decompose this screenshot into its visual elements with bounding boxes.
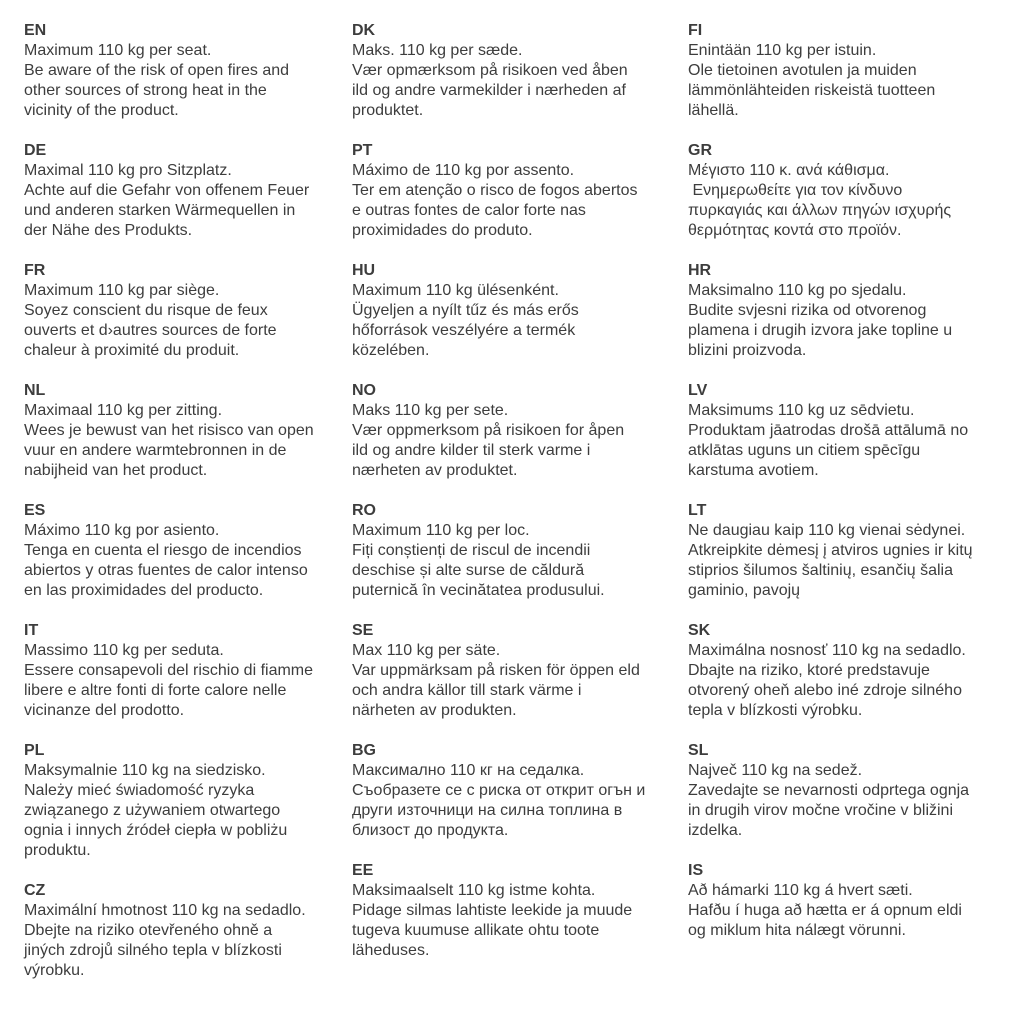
instruction-line: produktet. (352, 102, 424, 119)
instruction-line: ouverts et d›autres sources de forte (24, 322, 277, 339)
instruction-line: nabijheid van het product. (24, 462, 208, 479)
instruction-line: og miklum hita nálægt vörunni. (688, 922, 906, 939)
language-block-de (24, 141, 352, 241)
language-code-label: NL (24, 382, 46, 399)
language-block-se (352, 621, 688, 721)
instruction-line: Máximo 110 kg por asiento. (24, 522, 220, 539)
instruction-line: otvorený oheň alebo iné zdroje silného (688, 682, 962, 699)
instruction-line: Maximum 110 kg per seat. (24, 42, 212, 59)
instruction-line: Var uppmärksam på risken för öppen eld (352, 662, 640, 679)
instruction-line: közelében. (352, 342, 430, 359)
language-code-label: HU (352, 262, 376, 279)
language-code-label: LV (688, 382, 708, 399)
language-block-no (352, 381, 688, 481)
language-column-2 (352, 21, 688, 981)
instruction-line: други източници на силна топлина в (352, 802, 623, 819)
instruction-line: produktu. (24, 842, 91, 859)
instruction-line: jiných zdrojů silného tepla v blízkosti (24, 942, 282, 959)
instruction-line: vuur en andere warmtebronnen in de (24, 442, 287, 459)
instruction-line: Massimo 110 kg per seduta. (24, 642, 224, 659)
instruction-line: Maximální hmotnost 110 kg na sedadlo. (24, 902, 306, 919)
language-block-gr (688, 141, 1024, 241)
instruction-line: Maximaal 110 kg per zitting. (24, 402, 223, 419)
instruction-line: nærheten av produktet. (352, 462, 518, 479)
instruction-line: atklātas uguns un citiem spēcīgu (688, 442, 921, 459)
language-code-label: SE (352, 622, 374, 639)
instruction-line: Fiți conștienți de riscul de incendii (352, 542, 591, 559)
instruction-line: libere e altre fonti di forte calore nelle (24, 682, 287, 699)
instruction-line: deschise și alte surse de căldură (352, 562, 585, 579)
language-block-hr (688, 261, 1024, 361)
language-code-label: FI (688, 22, 703, 39)
instruction-line: ild og andre varmekilder i nærheden af (352, 82, 626, 99)
instruction-line: Að hámarki 110 kg á hvert sæti. (688, 882, 913, 899)
language-code-label: EN (24, 22, 47, 39)
instruction-line: Največ 110 kg na sedež. (688, 762, 863, 779)
instruction-line: Максимално 110 кг на седалка. (352, 762, 585, 779)
instruction-line: близост до продукта. (352, 822, 509, 839)
instruction-line: other sources of strong heat in the (24, 82, 267, 99)
instruction-line: blizini proizvoda. (688, 342, 807, 359)
instruction-line: gaminio, pavojų (688, 582, 801, 599)
instruction-line: stiprios šilumos šaltinių, esančių šalia (688, 562, 953, 579)
instruction-line: Maximum 110 kg per loc. (352, 522, 530, 539)
instruction-line: karstuma avotiem. (688, 462, 819, 479)
instruction-line: en las proximidades del producto. (24, 582, 264, 599)
language-code-label: GR (688, 142, 712, 159)
language-block-en (24, 21, 352, 121)
instruction-line: plamena i drugih izvora jake topline u (688, 322, 953, 339)
instruction-line: Essere consapevoli del rischio di fiamme (24, 662, 314, 679)
instruction-line: ognia i innych źródeł ciepła w pobliżu (24, 822, 288, 839)
instruction-line: tugeva kuumuse allikate ohtu toote (352, 922, 600, 939)
instruction-line: Dbejte na riziko otevřeného ohně a (24, 922, 273, 939)
instruction-line: Hafðu í huga að hætta er á opnum eldi (688, 902, 962, 919)
instruction-line: Ole tietoinen avotulen ja muiden (688, 62, 917, 79)
instruction-line: Ενημερωθείτε για τον κίνδυνο (688, 182, 903, 199)
language-code-label: EE (352, 862, 374, 879)
instruction-line: lämmönlähteiden riskeistä tuotteen (688, 82, 936, 99)
language-block-cz (24, 881, 352, 981)
language-block-fr (24, 261, 352, 361)
language-block-sk (688, 621, 1024, 721)
instruction-line: Enintään 110 kg per istuin. (688, 42, 877, 59)
language-code-label: PL (24, 742, 45, 759)
instruction-line: πυρκαγιάς και άλλων πηγών ισχυρής (688, 202, 952, 219)
instruction-line: Maksymalnie 110 kg na siedzisko. (24, 762, 266, 779)
language-column-1 (24, 21, 352, 1001)
language-code-label: PT (352, 142, 373, 159)
instruction-line: Zavedajte se nevarnosti odprtega ognja (688, 782, 970, 799)
language-block-lv (688, 381, 1024, 481)
instruction-line: Ter em atenção o risco de fogos abertos (352, 182, 638, 199)
language-block-ee (352, 861, 688, 961)
language-code-label: DE (24, 142, 47, 159)
language-block-is (688, 861, 1024, 941)
language-block-hu (352, 261, 688, 361)
instruction-line: Vær oppmerksom på risikoen for åpen (352, 422, 625, 439)
instruction-line: Tenga en cuenta el riesgo de incendios (24, 542, 302, 559)
language-code-label: IT (24, 622, 39, 639)
language-code-label: CZ (24, 882, 46, 899)
language-column-3 (688, 21, 1024, 961)
language-block-dk (352, 21, 688, 121)
instruction-line: Ügyeljen a nyílt tűz és más erős (352, 302, 579, 319)
instruction-line: tepla v blízkosti výrobku. (688, 702, 863, 719)
instruction-line: Μέγιστο 110 κ. ανά κάθισμα. (688, 162, 890, 179)
instruction-line: ild og andre kilder til sterk varme i (352, 442, 591, 459)
instruction-line: lähellä. (688, 102, 739, 119)
language-code-label: SL (688, 742, 709, 759)
instruction-line: e outras fontes de calor forte nas (352, 202, 586, 219)
instruction-line: Be aware of the risk of open fires and (24, 62, 290, 79)
instruction-line: chaleur à proximité du produit. (24, 342, 240, 359)
language-code-label: ES (24, 502, 46, 519)
instruction-line: θερμότητας κοντά στο προϊόν. (688, 222, 902, 239)
language-code-label: RO (352, 502, 376, 519)
instruction-line: Máximo de 110 kg por assento. (352, 162, 575, 179)
instruction-line: och andra källor till stark värme i (352, 682, 582, 699)
language-code-label: BG (352, 742, 376, 759)
instruction-line: Pidage silmas lahtiste leekide ja muude (352, 902, 633, 919)
instruction-line: der Nähe des Produkts. (24, 222, 193, 239)
instruction-line: puternică în vecinătatea produsului. (352, 582, 605, 599)
instruction-line: Wees je bewust van het risisco van open (24, 422, 314, 439)
instruction-line: Maximum 110 kg ülésenként. (352, 282, 559, 299)
instruction-line: izdelka. (688, 822, 743, 839)
instruction-line: Max 110 kg per säte. (352, 642, 501, 659)
language-block-pl (24, 741, 352, 861)
language-code-label: HR (688, 262, 712, 279)
language-code-label: LT (688, 502, 707, 519)
instruction-line: Maksimaalselt 110 kg istme kohta. (352, 882, 596, 899)
instruction-line: närheten av produkten. (352, 702, 517, 719)
instruction-line: Soyez conscient du risque de feux (24, 302, 268, 319)
language-block-bg (352, 741, 688, 841)
instruction-line: abiertos y otras fuentes de calor intenso (24, 562, 308, 579)
instruction-line: Budite svjesni rizika od otvorenog (688, 302, 927, 319)
instruction-line: Dbajte na riziko, ktoré predstavuje (688, 662, 930, 679)
language-block-es (24, 501, 352, 601)
instruction-line: in drugih virov močne vročine v bližini (688, 802, 953, 819)
instruction-line: proximidades do produto. (352, 222, 533, 239)
instruction-line: Maksimalno 110 kg po sjedalu. (688, 282, 907, 299)
language-block-nl (24, 381, 352, 481)
instruction-line: związanego z używaniem otwartego (24, 802, 281, 819)
instruction-line: Produktam jāatrodas drošā attālumā no (688, 422, 969, 439)
language-code-label: SK (688, 622, 711, 639)
language-code-label: NO (352, 382, 376, 399)
instruction-line: výrobku. (24, 962, 85, 979)
instruction-line: Vær opmærksom på risikoen ved åben (352, 62, 628, 79)
instruction-line: Ne daugiau kaip 110 kg vienai sėdynei. (688, 522, 966, 539)
instruction-line: hőforrások veszélyére a termék (352, 322, 576, 339)
instruction-line: Atkreipkite dėmesį į atviros ugnies ir kitų (688, 542, 973, 559)
language-block-fi (688, 21, 1024, 121)
language-columns (24, 21, 1024, 1001)
instruction-line: läheduses. (352, 942, 430, 959)
language-block-sl (688, 741, 1024, 841)
language-block-it (24, 621, 352, 721)
instruction-line: und anderen starken Wärmequellen in (24, 202, 296, 219)
language-block-ro (352, 501, 688, 601)
instruction-line: Maksimums 110 kg uz sēdvietu. (688, 402, 915, 419)
language-code-label: FR (24, 262, 46, 279)
instruction-line: vicinanze del prodotto. (24, 702, 185, 719)
instruction-line: Maks. 110 kg per sæde. (352, 42, 523, 59)
instruction-line: Maximálna nosnosť 110 kg na sedadlo. (688, 642, 966, 659)
instruction-line: Maks 110 kg per sete. (352, 402, 509, 419)
language-block-lt (688, 501, 1024, 601)
instruction-line: Maximal 110 kg pro Sitzplatz. (24, 162, 232, 179)
language-code-label: DK (352, 22, 376, 39)
language-block-pt (352, 141, 688, 241)
instruction-line: Maximum 110 kg par siège. (24, 282, 220, 299)
instruction-line: Należy mieć świadomość ryzyka (24, 782, 255, 799)
instruction-line: Съобразете се с риска от открит огън и (352, 782, 646, 799)
instruction-line: vicinity of the product. (24, 102, 179, 119)
language-code-label: IS (688, 862, 704, 879)
instruction-line: Achte auf die Gefahr von offenem Feuer (24, 182, 310, 199)
